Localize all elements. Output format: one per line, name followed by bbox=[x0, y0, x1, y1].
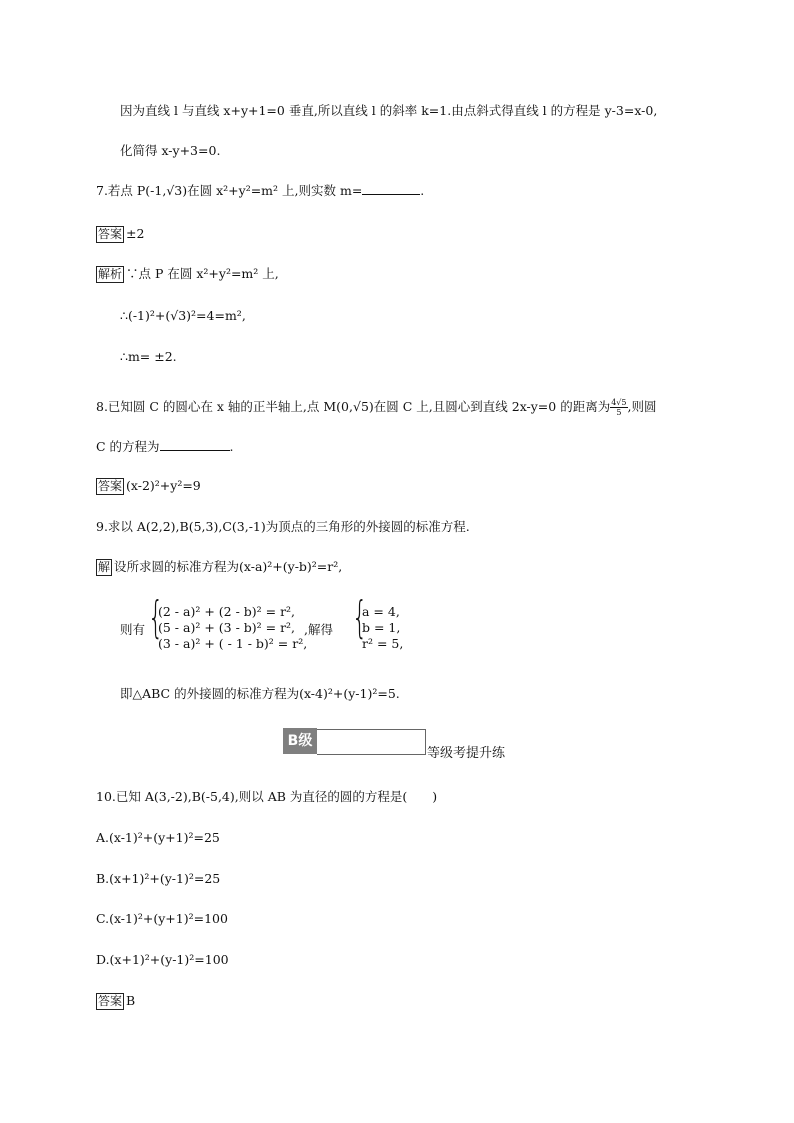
answer-text: (x-2)²+y²=9 bbox=[126, 478, 201, 493]
solution-line-2: 化简得 x-y+3=0. bbox=[120, 143, 221, 158]
question-8-line-2: C 的方程为 . bbox=[96, 439, 234, 454]
option-b: B.(x+1)²+(y-1)²=25 bbox=[96, 871, 221, 886]
solution-line-1: 因为直线 l 与直线 x+y+1=0 垂直,所以直线 l 的斜率 k=1.由点斜式得直线 l 的方程是 y-3=x-0, bbox=[120, 103, 658, 118]
question-10: 10.已知 A(3,-2),B(-5,4),则以 AB 为直径的圆的方程是( ) bbox=[96, 789, 438, 804]
question-7-analysis bbox=[96, 265, 279, 283]
solve-label: ,解得 bbox=[304, 622, 333, 637]
analysis-line-2: ∴(-1)²+(√3)²=4=m², bbox=[120, 308, 246, 323]
equations-left: (2 - a)² + (2 - b)² = r², (5 - a)² + (3 - b)² = r², (3 - a)² + ( - 1 - b)² = r², bbox=[158, 604, 308, 651]
solution-conclusion: 即△ABC 的外接圆的标准方程为(x-4)²+(y-1)²=5. bbox=[120, 686, 400, 701]
solution-line-1: 设所求圆的标准方程为(x-a)²+(y-b)²=r², bbox=[114, 559, 343, 574]
answer-blank bbox=[362, 182, 420, 195]
question-9-solution bbox=[96, 558, 342, 576]
question-7: 7.若点 P(-1,√3)在圆 x²+y²=m² 上,则实数 m= . bbox=[96, 183, 425, 198]
banner-frame bbox=[317, 729, 426, 755]
answer-tag: 答案 bbox=[98, 227, 123, 241]
answer-tag: 答案 bbox=[98, 994, 123, 1008]
answer-blank bbox=[160, 438, 230, 451]
banner-title: 等级考提升练 bbox=[427, 746, 506, 761]
question-7-answer bbox=[96, 225, 144, 243]
solution-tag: 解 bbox=[98, 560, 111, 574]
option-c: C.(x-1)²+(y+1)²=100 bbox=[96, 911, 228, 926]
question-8 bbox=[96, 398, 656, 417]
fraction: $\frac{4√5}{5}$ bbox=[611, 398, 627, 417]
analysis-line-3: ∴m= ±2. bbox=[120, 349, 177, 364]
answer-tag: 答案 bbox=[98, 479, 123, 493]
question-9: 9.求以 A(2,2),B(5,3),C(3,-1)为顶点的三角形的外接圆的标准方程. bbox=[96, 519, 470, 534]
answer-text: B bbox=[126, 993, 136, 1008]
left-brace: { bbox=[148, 592, 164, 643]
then-label: 则有 bbox=[120, 622, 146, 637]
question-8-answer bbox=[96, 477, 201, 495]
question-8-text-end: ,则圆 bbox=[627, 399, 657, 414]
question-8-text: 8.已知圆 C 的圆心在 x 轴的正半轴上,点 M(0,√5)在圆 C 上,且圆心到直线 2x-y=0 的距离为 bbox=[96, 399, 611, 414]
analysis-tag: 解析 bbox=[98, 267, 123, 281]
question-10-answer bbox=[96, 992, 135, 1010]
question-8-text-2: C 的方程为 bbox=[96, 439, 160, 454]
option-d: D.(x+1)²+(y-1)²=100 bbox=[96, 952, 229, 967]
option-a: A.(x-1)²+(y+1)²=25 bbox=[96, 830, 220, 845]
question-7-text: 7.若点 P(-1,√3)在圆 x²+y²=m² 上,则实数 m= bbox=[96, 183, 363, 198]
analysis-line-1: ∵点 P 在圆 x²+y²=m² 上, bbox=[126, 266, 279, 281]
right-brace: { bbox=[352, 592, 368, 643]
equations-right: a = 4, b = 1, r² = 5, bbox=[362, 604, 404, 651]
answer-text: ±2 bbox=[126, 226, 145, 241]
level-badge: B级 bbox=[283, 728, 317, 754]
